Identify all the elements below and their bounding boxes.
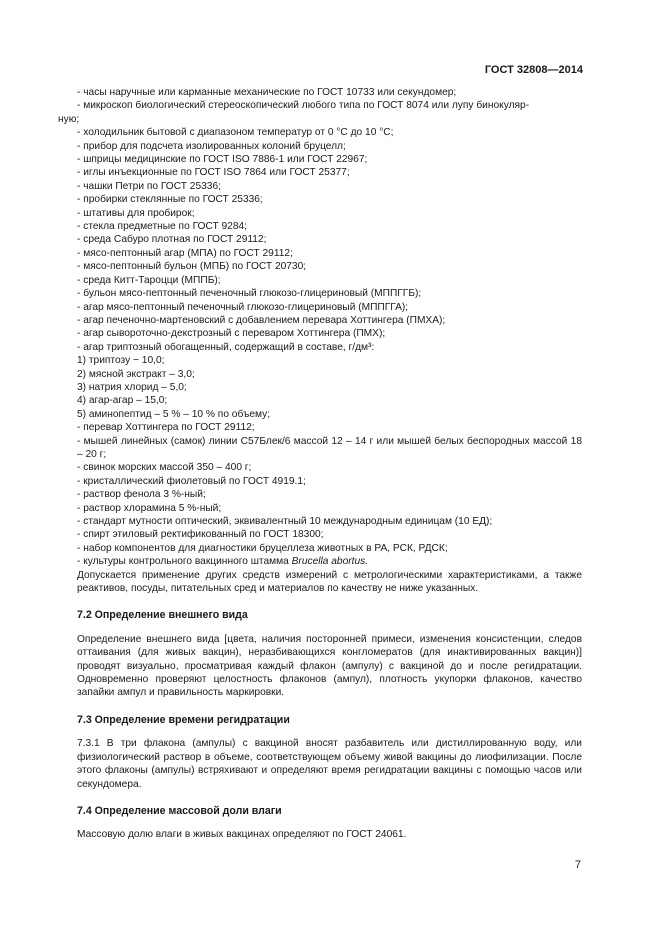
list-item: - среда Сабуро плотная по ГОСТ 29112;: [77, 234, 267, 246]
list-item: - бульон мясо-пептонный печеночный глюкозо-глицериновый (МППГГБ);: [77, 288, 422, 300]
list-item: - перевар Хоттингера по ГОСТ 29112;: [77, 422, 255, 434]
list-item: - агар мясо-пептонный печеночный глюкозо-глицериновый (МППГГА);: [77, 301, 409, 313]
list-item: - агар триптозный обогащенный, содержащий в составе, г/дм³:: [77, 341, 375, 353]
list-item: 3) натрия хлорид – 5,0;: [77, 381, 187, 393]
list-item: 2) мясной экстракт – 3,0;: [77, 368, 195, 380]
list-item: - свинок морских массой 350 – 400 г;: [77, 462, 252, 474]
list-item: 4) агар-агар – 15,0;: [77, 395, 168, 407]
list-item-mice: - мышей линейных (самок) линии С57Блек/6 массой 12 – 14 г или мышей белых беспородных массой 18 – 20 г;: [77, 435, 582, 460]
list-item: - набор компонентов для диагностики бруцеллеза животных в РА, РСК, РДСК;: [77, 542, 448, 554]
list-item: - микроскоп биологический стереоскопический любого типа по ГОСТ 8074 или лупу бинокуляр-: [77, 100, 530, 112]
list-item: - спирт этиловый ректификованный по ГОСТ 18300;: [77, 529, 324, 541]
list-item: - мясо-пептонный бульон (МПБ) по ГОСТ 20730;: [77, 261, 307, 273]
list-item: - стандарт мутности оптический, эквивалентный 10 международным единицам (10 ЕД);: [77, 516, 493, 527]
list-item: - шприцы медицинские по ГОСТ ISO 7886-1 или ГОСТ 22967;: [77, 154, 368, 166]
list-item: - кристаллический фиолетовый по ГОСТ 4919.1;: [77, 475, 306, 487]
allow-paragraph: Допускается применение других средств измерений с метрологическими характеристиками, а также реактивов, посуды, питательных сред и материалов по качеству не ниже указанных.: [77, 569, 582, 595]
section-title-7-2: 7.2 Определение внешнего вида: [77, 609, 248, 622]
section-text-7-3: 7.3.1 В три флакона (ампулы) с вакциной вносят разбавитель или дистиллированную воду, или физиологический раствор в объеме, соответствующем объему живой вакцины до лиофилизации. После этого флаконы (ампулы) встряхивают и определяют время регидратации вакцины с помощью часов или секундомера.: [77, 738, 582, 790]
list-item: - агар печеночно-мартеновский с добавлением перевара Хоттингера (ПМХА);: [77, 314, 446, 326]
list-item: - иглы инъекционные по ГОСТ ISO 7864 или ГОСТ 25377;: [77, 167, 350, 179]
list-item: - мясо-пептонный агар (МПА) по ГОСТ 29112;: [77, 247, 293, 259]
list-item: 5) аминопептид – 5 % – 10 % по объему;: [77, 408, 271, 420]
document-header: ГОСТ 32808—2014: [484, 64, 583, 76]
list-item: - штативы для пробирок;: [77, 207, 195, 219]
list-item: - раствор хлорамина 5 %-ный;: [77, 502, 222, 514]
list-item: - прибор для подсчета изолированных колоний бруцелл;: [77, 140, 346, 152]
section-text-7-2: Определение внешнего вида [цвета, наличия посторонней примеси, изменения консистенции, следов оттаивания (для живых вакцин), неразбивающихся конгломератов (для инактивированных вакцин)] проводят визуально, просматривая каждый флакон (ампулу) с вакциной до и после регидратации. Одновременно проверяют целостность флаконов (ампул), плотность укупорки флаконов, качество запайки ампул и правильность маркировки.: [77, 633, 582, 699]
list-item: - чашки Петри по ГОСТ 25336;: [77, 180, 221, 192]
list-item: - среда Китт-Тароцци (МППБ);: [77, 274, 221, 286]
list-item: - пробирки стеклянные по ГОСТ 25336;: [77, 194, 263, 206]
list-item-cultures: [77, 555, 582, 568]
section-title-7-3: 7.3 Определение времени регидратации: [77, 713, 290, 726]
list-item: - холодильник бытовой с диапазоном температур от 0 °С до 10 °С;: [77, 127, 394, 139]
list-item: 1) триптозу − 10,0;: [77, 355, 165, 367]
cultures-text: - культуры контрольного вакцинного штамма: [77, 556, 292, 568]
list-item-continuation: ную;: [58, 113, 80, 125]
list-item: - часы наручные или карманные механические по ГОСТ 10733 или секундомер;: [77, 87, 457, 98]
list-item: - раствор фенола 3 %-ный;: [77, 489, 206, 501]
cultures-species: Brucella abortus.: [291, 556, 369, 568]
list-item: - стекла предметные по ГОСТ 9284;: [77, 221, 248, 233]
document-body: [58, 86, 582, 842]
list-item: - агар сывороточно-декстрозный с переваром Хоттингера (ПМХ);: [77, 328, 386, 340]
section-text-7-4: Массовую долю влаги в живых вакцинах определяют по ГОСТ 24061.: [77, 829, 407, 841]
page-number: 7: [574, 859, 581, 871]
section-title-7-4: 7.4 Определение массовой доли влаги: [77, 804, 282, 817]
